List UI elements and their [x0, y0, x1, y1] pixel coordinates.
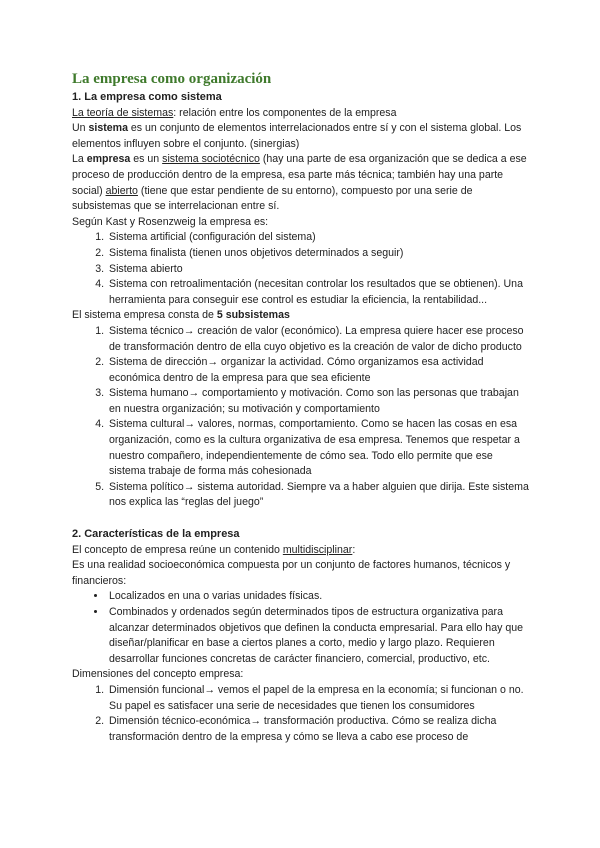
factores-list [72, 589, 532, 667]
text-run: Un [72, 122, 89, 135]
list-item: 3. Sistema abierto [107, 262, 532, 278]
text-run: es un conjunto de elementos interrelacionados entre sí y con el sistema global. Los elementos influyen sobre el conjunto. (sinergias) [72, 122, 522, 150]
concepto-paragraph [72, 543, 532, 559]
realidad-paragraph: Es una realidad socioeconómica compuesta por un conjunto de factores humanos, técnicos y financieros: [72, 559, 511, 587]
empresa-paragraph [72, 152, 532, 214]
document-title: La empresa como organización [72, 71, 272, 87]
list-item: 1. Sistema artificial (configuración del sistema) [107, 230, 532, 246]
underlined-term: sistema sociotécnico [162, 153, 260, 166]
kast-list [72, 230, 532, 308]
section-2-heading: 2. Características de la empresa [72, 528, 240, 541]
text-run: (hay una parte de esa organización que se dedica a ese proceso de producción dentro de la empresa, esa parte más técnica; también hay una parte social) [72, 153, 527, 197]
teoria-paragraph [72, 106, 532, 122]
document-page [72, 70, 532, 745]
section-1-heading: 1. La empresa como sistema [72, 91, 222, 103]
text-run: es un [130, 153, 163, 166]
list-item: 4. Sistema con retroalimentación (necesitan controlar los resultados que se obtienen). Una herramienta para conseguir ese control es estudiar la eficiencia, la rentabilidad... [107, 277, 532, 308]
dimensiones-intro: Dimensiones del concepto empresa: [72, 668, 244, 681]
list-item: 4. Sistema cultural→ valores, normas, comportamiento. Como se hacen las cosas en esa organización, como es la cultura organizativa de esa empresa. Tenemos que respetar a nuestro compañero, independientemente de cómo sea. Todo ello permite que ese sistema trabaje de forma más cohesionada [107, 417, 532, 479]
bold-term: 5 subsistemas [216, 309, 290, 322]
underlined-term: abierto [105, 184, 138, 197]
list-item: 2. Sistema de dirección→ organizar la actividad. Cómo organizamos esa actividad económica dentro de la empresa para que sea eficiente [107, 355, 532, 386]
list-item: 2. Sistema finalista (tienen unos objetivos determinados a seguir) [107, 246, 532, 262]
bold-term: empresa [86, 153, 131, 166]
kast-intro: Según Kast y Rosenzweig la empresa es: [72, 215, 269, 228]
text-run: El sistema empresa consta de [72, 309, 217, 322]
list-item: 1. Sistema técnico→ creación de valor (económico). La empresa quiere hacer ese proceso de transformación dentro de ella cuyo objetivo es la creación de valor de dicho producto [107, 324, 532, 355]
text-run: La [72, 153, 87, 166]
teoria-label: La teoría de sistemas [72, 106, 174, 119]
list-item: 3. Sistema humano→ comportamiento y motivación. Como son las personas que trabajan en nuestra organización; su motivación y comportamiento [107, 386, 532, 417]
text-run: El concepto de empresa reúne un contenido [72, 543, 283, 556]
dimensiones-list [72, 683, 532, 745]
text-run: (tiene que estar pendiente de su entorno), compuesto por una serie de subsistemas que se interrelacionan entre sí. [72, 184, 473, 213]
list-item: 1. Dimensión funcional→ vemos el papel de la empresa en la economía; si funcionan o no. Su papel es satisfacer una serie de necesidades que tienen los consumidores [107, 683, 532, 714]
list-item: • Localizados en una o varias unidades físicas. [107, 589, 532, 605]
spacer [72, 511, 532, 527]
subsistemas-list [72, 324, 532, 511]
list-item: 5. Sistema político→ sistema autoridad. Siempre va a haber alguien que dirija. Este sistema nos explica las “reglas del juego” [107, 480, 532, 511]
text-run: : [352, 543, 356, 556]
teoria-text: : relación entre los componentes de la empresa [173, 106, 397, 119]
sistema-paragraph [72, 121, 532, 152]
list-item: • Combinados y ordenados según determinados tipos de estructura organizativa para alcanzar determinados objetivos que definen la conducta empresarial. Para ello hay que diseñar/planificar en base a ciertos planes a corto, medio y largo plazo. Requieren desarrollar funciones concretas de carácter financiero, comercial, productivo, etc. [107, 605, 532, 667]
subsistemas-intro [72, 308, 532, 324]
underlined-term: multidisciplinar [282, 543, 353, 556]
list-item: 2. Dimensión técnico-económica→ transformación productiva. Cómo se realiza dicha transformación dentro de la empresa y cómo se lleva a cabo ese proceso de [107, 714, 532, 745]
bold-term: sistema [88, 122, 128, 135]
